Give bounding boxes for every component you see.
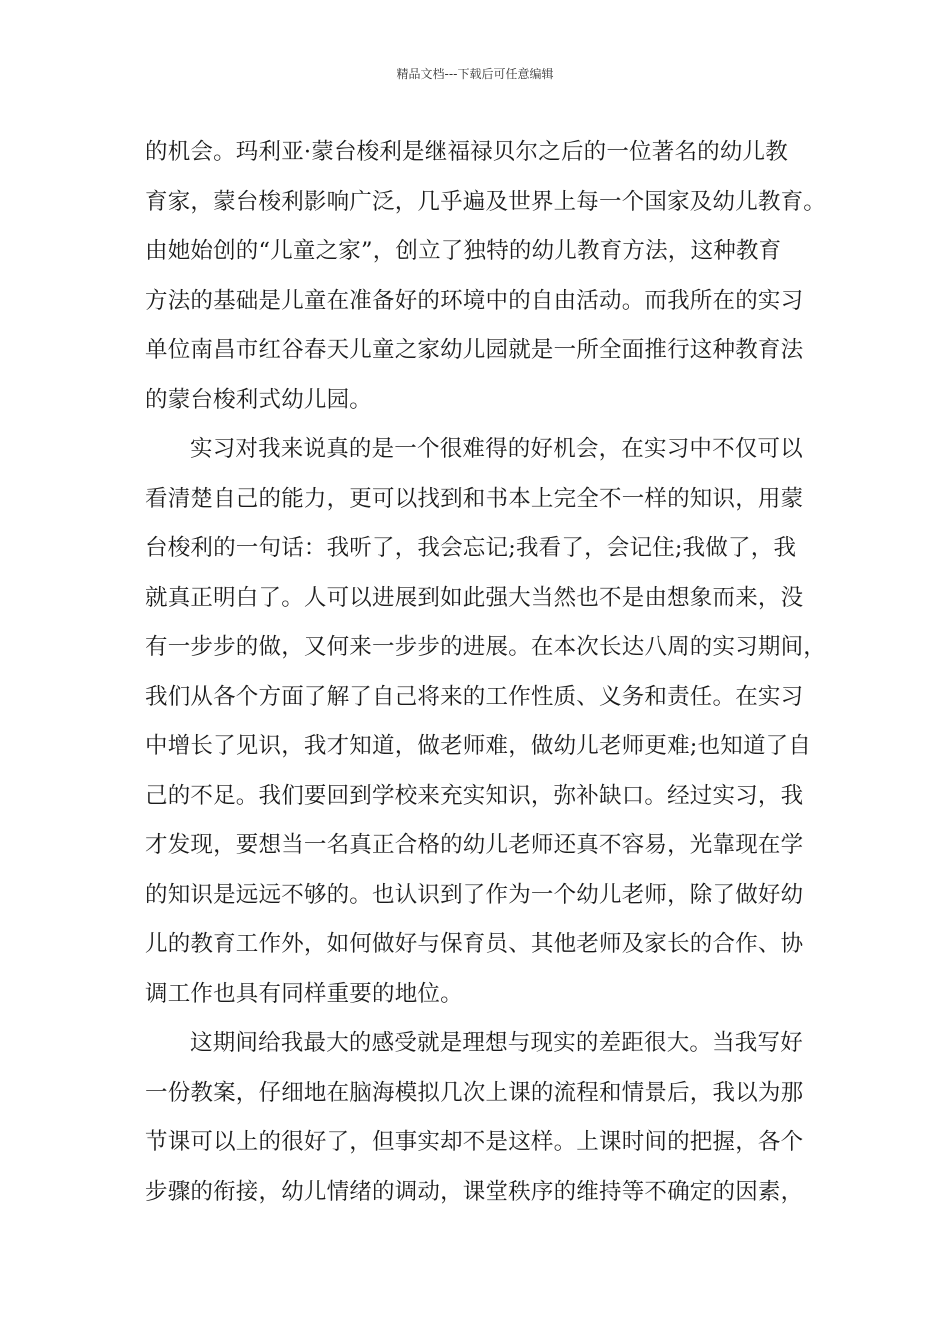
text-line: 实习对我来说真的是一个很难得的好机会，在实习中不仅可以 bbox=[190, 436, 803, 462]
text-line: 就真正明白了。人可以进展到如此强大当然也不是由想象而来，没 bbox=[145, 584, 804, 611]
text-line: 看清楚自己的能力，更可以找到和书本上完全不一样的知识，用蒙 bbox=[145, 485, 804, 512]
text-line: 方法的基础是儿童在准备好的环境中的自由活动。而我所在的实习 bbox=[145, 287, 804, 314]
body-text bbox=[145, 132, 825, 1221]
text-line: 步骤的衔接，幼儿情绪的调动，课堂秩序的维持等不确定的因素， bbox=[145, 1178, 804, 1205]
text-line: 调工作也具有同样重要的地位。 bbox=[145, 980, 463, 1007]
page-header: 精品文档---下载后可任意编辑 bbox=[396, 67, 554, 81]
text-line: 的知识是远远不够的。也认识到了作为一个幼儿老师，除了做好幼 bbox=[145, 881, 804, 908]
text-line: 节课可以上的很好了，但事实却不是这样。上课时间的把握，各个 bbox=[145, 1129, 804, 1155]
text-line: 儿的教育工作外，如何做好与保育员、其他老师及家长的合作、协 bbox=[145, 931, 804, 957]
text-line: 单位南昌市红谷春天儿童之家幼儿园就是一所全面推行这种教育法 bbox=[145, 337, 804, 363]
text-line: 这期间给我最大的感受就是理想与现实的差距很大。当我写好 bbox=[190, 1030, 803, 1056]
text-line: 中增长了见识，我才知道，做老师难，做幼儿老师更难;也知道了自 bbox=[145, 733, 812, 759]
text-line: 一份教案，仔细地在脑海模拟几次上课的流程和情景后，我以为那 bbox=[145, 1079, 804, 1106]
text-line: 己的不足。我们要回到学校来充实知识，弥补缺口。经过实习，我 bbox=[145, 782, 804, 809]
text-line: 台梭利的一句话：我听了，我会忘记;我看了，会记住;我做了，我 bbox=[145, 535, 797, 561]
text-line: 的机会。玛利亚·蒙台梭利是继福禄贝尔之后的一位著名的幼儿教 bbox=[145, 139, 788, 165]
text-line: 的蒙台梭利式幼儿园。 bbox=[145, 386, 373, 413]
text-line: 有一步步的做，又何来一步步的进展。在本次长达八周的实习期间， bbox=[145, 634, 827, 660]
text-line: 才发现，要想当一名真正合格的幼儿老师还真不容易，光靠现在学 bbox=[145, 832, 804, 858]
text-line: 由她始创的“儿童之家”，创立了独特的幼儿教育方法，这种教育 bbox=[145, 238, 782, 264]
text-line: 育家，蒙台梭利影响广泛，几乎遍及世界上每一个国家及幼儿教育。 bbox=[145, 188, 827, 215]
text-line: 我们从各个方面了解了自己将来的工作性质、义务和责任。在实习 bbox=[145, 683, 804, 710]
